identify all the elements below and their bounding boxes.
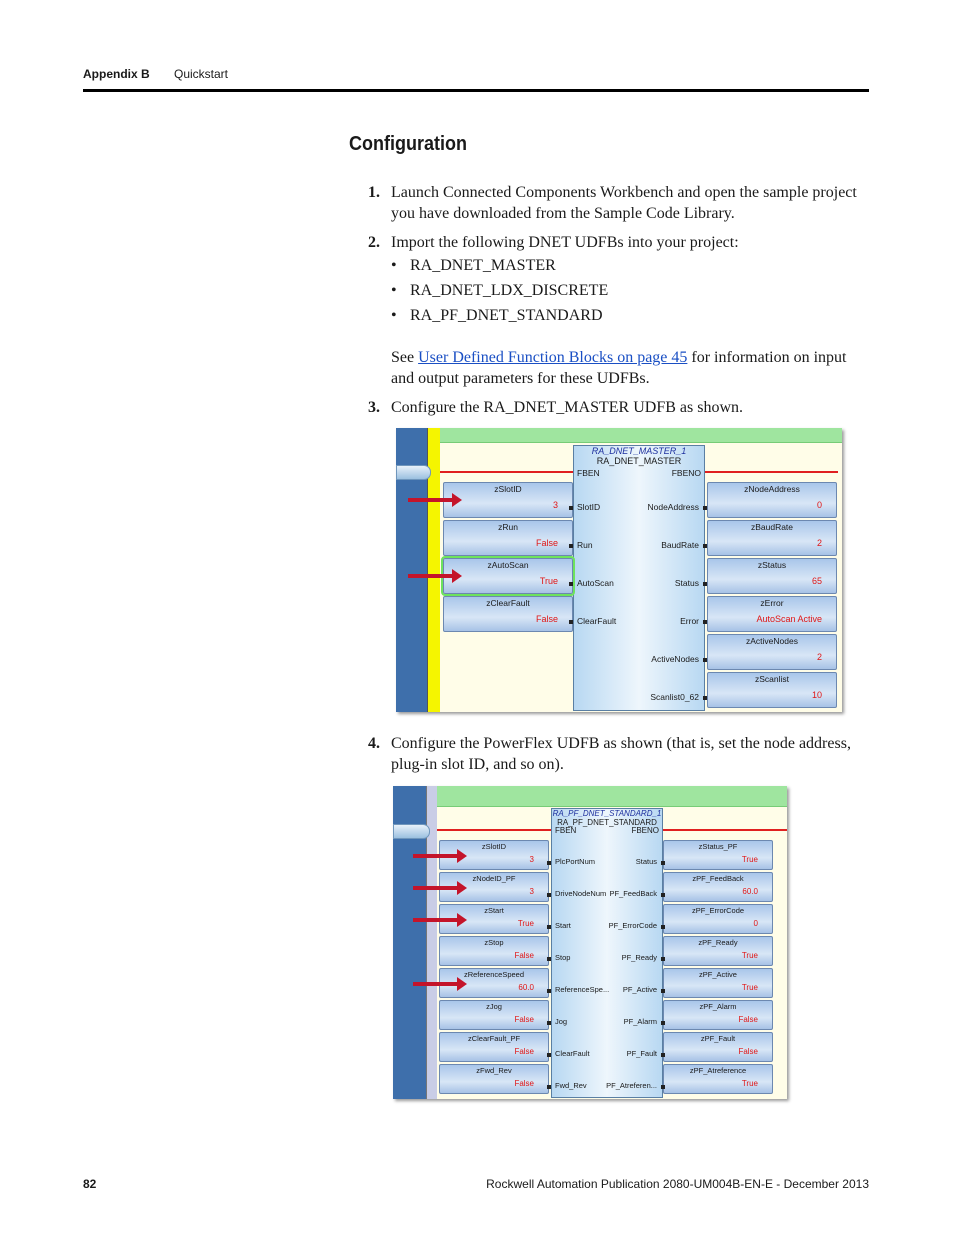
input-pin-label: AutoScan xyxy=(577,578,614,588)
variable-name: zNodeID_PF xyxy=(472,874,516,883)
input-pin-label: Fwd_Rev xyxy=(555,1081,587,1090)
step-text: Configure the PowerFlex UDFB as shown (that is, set the node address, plug-in slot ID, and so on). xyxy=(391,735,851,773)
variable-value: AutoScan Active xyxy=(756,614,822,624)
variable-name: zStop xyxy=(484,938,504,947)
output-variable-box[interactable] xyxy=(663,872,773,902)
callout-arrow xyxy=(413,854,459,858)
header-rule xyxy=(83,89,869,92)
rung-marker[interactable] xyxy=(396,465,431,480)
variable-name: zPF_Ready xyxy=(698,938,738,947)
fb-instance-name: RA_DNET_MASTER_1 xyxy=(591,446,687,456)
variable-name: zPF_Atreference xyxy=(689,1066,747,1075)
variable-value: True xyxy=(741,951,758,960)
output-pin-label: Error xyxy=(680,616,699,626)
step-number: 1. xyxy=(368,184,380,201)
power-line xyxy=(440,471,574,473)
input-variable-box[interactable] xyxy=(443,482,573,518)
output-variable-box[interactable] xyxy=(663,904,773,934)
step-3 xyxy=(368,397,869,418)
dnet-master-screenshot xyxy=(396,428,842,712)
connection-dot xyxy=(661,989,665,993)
output-pin-label: BaudRate xyxy=(661,540,699,550)
step-4 xyxy=(368,733,869,775)
output-variable-box[interactable] xyxy=(663,1000,773,1030)
variable-name: zPF_Fault xyxy=(700,1034,736,1043)
input-variable-box[interactable] xyxy=(443,520,573,556)
rung-header xyxy=(440,428,842,443)
variable-name: zActiveNodes xyxy=(746,636,798,646)
chapter-label: Quickstart xyxy=(174,67,229,81)
input-pin-label: PlcPortNum xyxy=(555,857,596,866)
variable-value: False xyxy=(514,1015,534,1024)
step-text: Launch Connected Components Workbench and open the sample project you have downloaded from the Sample Code Library. xyxy=(391,184,857,222)
variable-name: zBaudRate xyxy=(750,522,794,532)
connection-dot xyxy=(547,893,551,897)
input-pin-label: Start xyxy=(555,921,571,930)
variable-name: zStatus_PF xyxy=(698,842,738,851)
output-pin-label: PF_Fault xyxy=(626,1049,657,1058)
connection-dot xyxy=(661,957,665,961)
appendix-label: Appendix B xyxy=(83,67,150,81)
variable-name: zClearFault xyxy=(486,598,530,608)
step-2 xyxy=(368,232,869,253)
input-variable-box[interactable] xyxy=(443,558,573,594)
input-variable-box[interactable] xyxy=(439,1064,549,1094)
variable-value: False xyxy=(514,951,534,960)
connection-dot xyxy=(547,925,551,929)
fb-type-name: RA_PF_DNET_STANDARD xyxy=(557,818,657,827)
variable-value: True xyxy=(517,919,534,928)
variable-name: zError xyxy=(760,598,784,608)
connection-dot xyxy=(703,506,707,510)
variable-value: 2 xyxy=(816,652,822,662)
connection-dot xyxy=(661,1053,665,1057)
connection-dot xyxy=(569,582,573,586)
variable-name: zPF_Alarm xyxy=(699,1002,737,1011)
output-variable-box[interactable] xyxy=(707,596,837,632)
variable-value: 60.0 xyxy=(742,887,758,896)
variable-value: 3 xyxy=(552,500,558,510)
variable-value: 65 xyxy=(811,576,822,586)
connection-dot xyxy=(703,620,707,624)
connection-dot xyxy=(569,620,573,624)
connection-dot xyxy=(547,989,551,993)
input-pin-label: SlotID xyxy=(577,502,601,512)
variable-name: zSlotID xyxy=(494,484,522,494)
callout-arrow xyxy=(408,498,454,502)
output-variable-box[interactable] xyxy=(707,672,837,708)
variable-value: 0 xyxy=(753,919,758,928)
pf-standard-screenshot xyxy=(393,786,787,1099)
variable-value: False xyxy=(738,1047,758,1056)
output-variable-box[interactable] xyxy=(663,1064,773,1094)
rung-marker[interactable] xyxy=(393,824,430,839)
output-pin-label: PF_Ready xyxy=(621,953,657,962)
output-pin-label: PF_Active xyxy=(622,985,657,994)
input-variable-box[interactable] xyxy=(439,1032,549,1062)
variable-value: True xyxy=(741,1079,758,1088)
output-variable-box[interactable] xyxy=(707,558,837,594)
connection-dot xyxy=(547,1021,551,1025)
output-pin-label: Scanlist0_62 xyxy=(650,692,699,702)
step-text: Import the following DNET UDFBs into your project: xyxy=(391,234,739,251)
input-variable-box[interactable] xyxy=(439,1000,549,1030)
connection-dot xyxy=(703,582,707,586)
connection-dot xyxy=(547,1053,551,1057)
variable-name: zPF_FeedBack xyxy=(692,874,744,883)
callout-arrow xyxy=(413,982,459,986)
output-pin-label: PF_FeedBack xyxy=(609,889,657,898)
running-header xyxy=(83,67,229,81)
variable-name: zPF_Active xyxy=(699,970,737,979)
fb-enable-pin: FBEN xyxy=(555,826,577,835)
connection-dot xyxy=(661,925,665,929)
variable-value: 10 xyxy=(811,690,822,700)
step-number: 3. xyxy=(368,399,380,416)
power-line xyxy=(702,471,838,473)
variable-value: True xyxy=(539,576,558,586)
fb-enable-pin: FBEN xyxy=(577,468,600,478)
callout-arrow xyxy=(408,574,454,578)
rung-header xyxy=(437,786,787,807)
variable-name: zStatus xyxy=(757,560,787,570)
variable-value: True xyxy=(741,983,758,992)
step-number: 4. xyxy=(368,735,380,752)
udfb-link[interactable]: User Defined Function Blocks on page 45 xyxy=(418,349,688,366)
connection-dot xyxy=(661,1021,665,1025)
output-variable-box[interactable] xyxy=(663,1032,773,1062)
connection-dot xyxy=(569,506,573,510)
connection-dot xyxy=(703,544,707,548)
output-variable-box[interactable] xyxy=(707,634,837,670)
variable-value: 0 xyxy=(816,500,822,510)
variable-value: 3 xyxy=(529,887,534,896)
callout-arrow xyxy=(413,918,459,922)
connection-dot xyxy=(661,861,665,865)
publication-info: Rockwell Automation Publication 2080-UM004B-EN-E - December 2013 xyxy=(486,1177,869,1191)
input-pin-label: Stop xyxy=(555,953,571,962)
fb-enable-out-pin: FBENO xyxy=(671,468,701,478)
connection-dot xyxy=(569,544,573,548)
fb-instance-name: RA_PF_DNET_STANDARD_1 xyxy=(552,809,662,818)
variable-value: False xyxy=(535,614,558,624)
connection-dot xyxy=(661,1085,665,1089)
variable-name: zNodeAddress xyxy=(744,484,800,494)
input-pin-label: Run xyxy=(577,540,593,550)
connection-dot xyxy=(547,861,551,865)
variable-name: zFwd_Rev xyxy=(476,1066,512,1075)
fb-type-name: RA_DNET_MASTER xyxy=(596,456,682,466)
variable-value: False xyxy=(535,538,558,548)
variable-value: 60.0 xyxy=(518,983,534,992)
output-variable-box[interactable] xyxy=(663,840,773,870)
variable-value: True xyxy=(741,855,758,864)
output-pin-label: PF_Alarm xyxy=(623,1017,657,1026)
step-number: 2. xyxy=(368,234,380,251)
variable-name: zAutoScan xyxy=(487,560,529,570)
output-pin-label: PF_ErrorCode xyxy=(608,921,657,930)
input-pin-label: Jog xyxy=(555,1017,568,1026)
variable-name: zScanlist xyxy=(754,674,789,684)
input-pin-label: ClearFault xyxy=(577,616,617,626)
input-pin-label: ClearFault xyxy=(555,1049,590,1058)
variable-value: False xyxy=(514,1079,534,1088)
connection-dot xyxy=(703,658,707,662)
output-pin-label: PF_Atreferen... xyxy=(606,1081,657,1090)
input-variable-box[interactable] xyxy=(443,596,573,632)
output-variable-box[interactable] xyxy=(707,482,837,518)
section-heading: Configuration xyxy=(349,133,467,155)
fb-enable-out-pin: FBENO xyxy=(631,826,659,835)
variable-value: 2 xyxy=(816,538,822,548)
input-pin-label: ReferenceSpe... xyxy=(555,985,610,994)
connection-dot xyxy=(661,893,665,897)
input-variable-box[interactable] xyxy=(439,936,549,966)
step-text: Configure the RA_DNET_MASTER UDFB as shown. xyxy=(391,399,743,416)
variable-name: zStart xyxy=(484,906,504,915)
connection-dot xyxy=(547,957,551,961)
variable-value: False xyxy=(514,1047,534,1056)
power-line xyxy=(437,829,552,831)
callout-arrow xyxy=(413,886,459,890)
variable-name: zPF_ErrorCode xyxy=(691,906,745,915)
variable-name: zReferenceSpeed xyxy=(463,970,525,979)
variable-name: zClearFault_PF xyxy=(467,1034,521,1043)
variable-value: 3 xyxy=(529,855,534,864)
connection-dot xyxy=(703,696,707,700)
output-pin-label: ActiveNodes xyxy=(651,654,699,664)
variable-value: False xyxy=(738,1015,758,1024)
output-variable-box[interactable] xyxy=(663,968,773,998)
output-variable-box[interactable] xyxy=(707,520,837,556)
connection-dot xyxy=(547,1085,551,1089)
power-line xyxy=(661,829,787,831)
variable-name: zJog xyxy=(486,1002,502,1011)
see-reference: See User Defined Function Blocks on page 45 for information on input and output parameters for these UDFBs. xyxy=(391,349,847,387)
page-number: 82 xyxy=(83,1177,97,1191)
variable-name: zRun xyxy=(498,522,518,532)
step-1 xyxy=(368,182,869,224)
output-pin-label: Status xyxy=(635,857,657,866)
output-pin-label: NodeAddress xyxy=(647,502,699,512)
variable-name: zSlotID xyxy=(481,842,507,851)
output-variable-box[interactable] xyxy=(663,936,773,966)
input-pin-label: DriveNodeNum xyxy=(555,889,607,898)
output-pin-label: Status xyxy=(674,578,699,588)
